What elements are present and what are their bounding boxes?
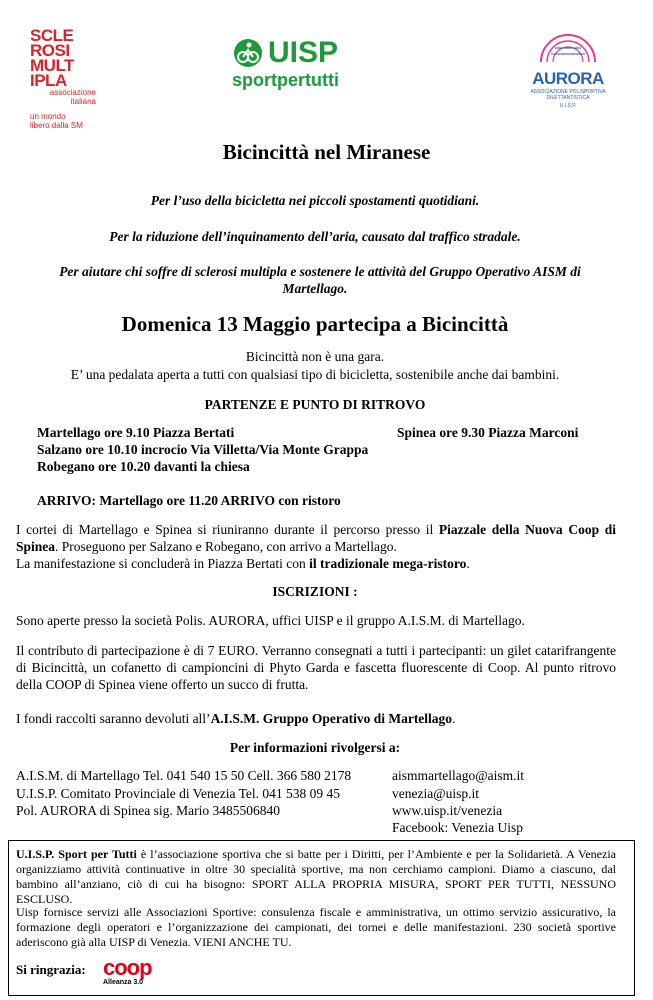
footer-paragraph-1 [16, 847, 616, 907]
contact-right[interactable]: aismmartellago@aism.it [392, 768, 525, 783]
thanks-label: Si ringrazia: [16, 962, 86, 977]
intro-line: Martellago. [282, 281, 348, 296]
contact-left: Pol. AURORA di Spinea sig. Mario 3485506840 [16, 803, 281, 818]
uisp-cyclist-icon [232, 37, 264, 69]
cortei-text: . Proseguono per Salzano e Robegano, con arrivo a Martellago. [55, 539, 397, 554]
arrivo: ARRIVO: Martellago ore 11.20 ARRIVO con ristoro [37, 493, 341, 508]
headline: Domenica 13 Maggio partecipa a Bicincittà [121, 312, 509, 336]
cortei-paragraph [16, 521, 616, 572]
sm-logo-sub: italiana [70, 97, 96, 106]
intro-line: Per la riduzione dell’inquinamento dell’aria, causato dal traffico stradale. [109, 229, 521, 244]
partenza-robegano: Robegano ore 10.20 davanti la chiesa [37, 459, 250, 474]
uisp-logo-sub: sportpertutti [232, 70, 339, 90]
partenze-heading: PARTENZE E PUNTO DI RITROVO [204, 397, 426, 412]
subline: E’ una pedalata aperta a tutti con qualsiasi tipo di bicicletta, sostenibile anche dai bambini. [70, 367, 560, 382]
cortei-bold: Piazzale della Nuova Coop di Spinea [16, 522, 617, 554]
aurora-logo-word: AURORA [532, 69, 604, 88]
subline: Bicincittà non è una gara. [245, 349, 385, 364]
sm-logo-line: IPLA [30, 71, 67, 90]
footer-text: è l’associazione sportiva che si batte per i Diritti, per l’Ambiente e per la Solidarietà. A Venezia organizziamo attività continuative in oltre 30 specialità sportive, ma non cerchiamo campioni. Diamo a ciascuno, dal bambino all’anziano, ciò di cui ha bisogno: SPORT ALLA PROPRIA MISURA, SPORT PER TUTTI, NESSUNO ESCLUSO. [16, 847, 616, 906]
contact-left: A.I.S.M. di Martellago Tel. 041 540 15 50 Cell. 366 580 2178 [16, 768, 352, 783]
sm-logo-line: SCLE [30, 26, 74, 45]
uisp-logo [232, 36, 372, 91]
footer-paragraph-2: Uisp fornisce servizi alle Associazioni Sportive: consulenza fiscale e amministrativa, un ottimo servizio assicurativo, la formazione degli operatori e l’organizzazione dei campionati, dei tornei e delle manifestazioni. 230 società sportive aderiscono già alla UISP di Venezia. VIENI ANCHE TU. [16, 905, 616, 949]
sm-logo-line: MULT [30, 56, 74, 75]
iscrizioni-heading: ISCRIZIONI : [272, 584, 358, 599]
fondi-paragraph [16, 711, 455, 727]
cortei-text: . [466, 556, 470, 571]
contact-left: U.I.S.P. Comitato Provinciale di Venezia Tel. 041 538 09 45 [16, 786, 341, 801]
cortei-text: I cortei di Martellago e Spinea si riuniranno durante il percorso presso il [16, 522, 439, 537]
coop-logo [103, 957, 152, 986]
aurora-logo-sub: U.I.S.P. [559, 103, 577, 109]
aurora-logo-sub: DILETTANTISTICA [546, 95, 590, 101]
sclerosi-multipla-logo [30, 28, 100, 130]
contributo-paragraph: Il contributo di partecipazione è di 7 EURO. Verranno consegnati a tutti i partecipanti: un gilet catarifrangente di Bicincittà, un cofanetto di campioncini di Phyto Garda e fascetta fluorescente di Coop. Al punto ritrovo della COOP di Spinea viene offerto un succo di frutta. [16, 643, 616, 692]
cortei-text: La manifestazione si concluderà in Piazza Bertati con [16, 556, 310, 571]
fondi-text: . [452, 711, 456, 726]
intro-line: Per aiutare chi soffre di sclerosi multipla e sostenere le attività del Gruppo Operativo AISM di [59, 264, 581, 279]
contact-right[interactable]: Facebook: Venezia Uisp [392, 820, 523, 835]
cortei-bold: il tradizionale mega-ristoro [309, 556, 467, 571]
footer-bold: U.I.S.P. Sport per Tutti [16, 847, 137, 861]
aurora-logo-sub: ASSOCIAZIONE POLISPORTIVA [530, 89, 606, 95]
aurora-logo [528, 24, 608, 109]
sm-logo-sub: associazione [49, 88, 96, 97]
sm-logo-tag: un mondo [30, 112, 66, 121]
fondi-text: I fondi raccolti saranno devoluti all’ [16, 711, 211, 726]
coop-logo-sub: Alleanza 3.0 [103, 979, 144, 986]
info-heading: Per informazioni rivolgersi a: [229, 740, 401, 755]
coop-logo-word: coop [103, 955, 152, 980]
iscrizioni-text: Sono aperte presso la società Polis. AURORA, uffici UISP e il gruppo A.I.S.M. di Martellago. [16, 613, 525, 628]
page-title: Bicincittà nel Miranese [222, 140, 431, 164]
partenza-salzano: Salzano ore 10.10 incrocio Via Villetta/Via Monte Grappa [37, 442, 369, 457]
intro-line: Per l’uso della bicicletta nei piccoli spostamenti quotidiani. [150, 193, 480, 208]
sm-logo-line: ROSI [30, 41, 70, 60]
aurora-arc-icon [533, 24, 603, 64]
fondi-bold: A.I.S.M. Gruppo Operativo di Martellago [210, 711, 453, 726]
contact-right[interactable]: venezia@uisp.it [392, 786, 480, 801]
partenza-spinea: Spinea ore 9.30 Piazza Marconi [397, 425, 579, 440]
contact-right[interactable]: www.uisp.it/venezia [392, 803, 503, 818]
partenza-martellago: Martellago ore 9.10 Piazza Bertati [37, 425, 235, 440]
uisp-logo-word: UISP [268, 36, 339, 69]
sm-logo-tag: libero dalla SM [30, 121, 83, 130]
